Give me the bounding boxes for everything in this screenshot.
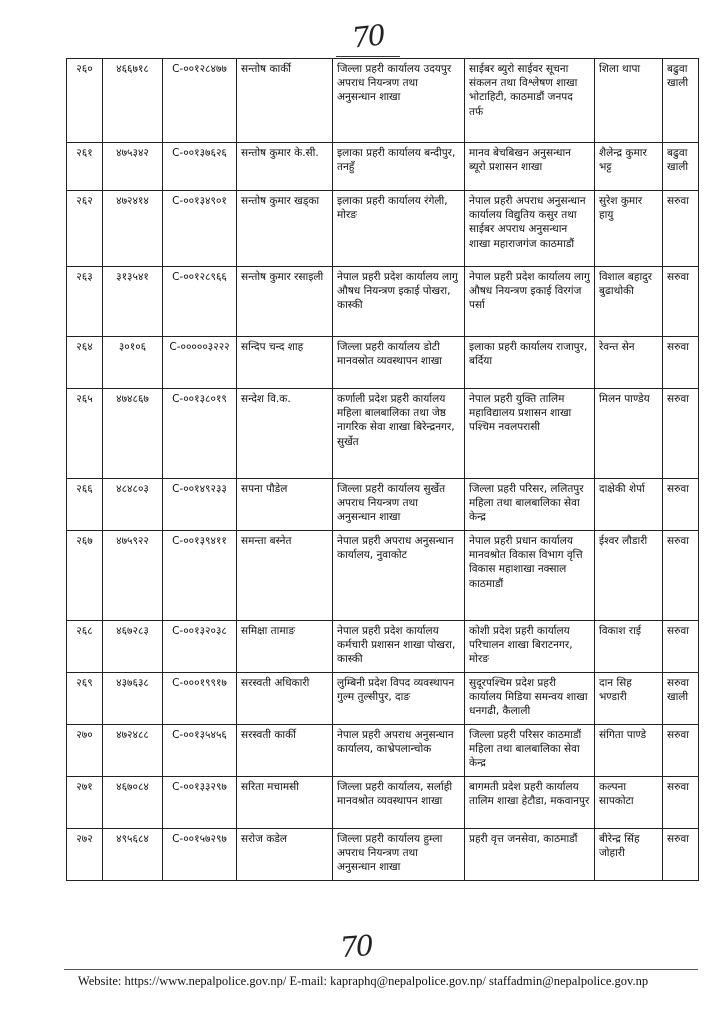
cell-from: नेपाल प्रहरी प्रदेश कार्यालय कर्मचारी प्रशासन शाखा पोखरा, कास्की bbox=[333, 621, 465, 673]
cell-name: सन्तोष कुमार के.सी. bbox=[237, 143, 333, 191]
cell-id: ४९५६८४ bbox=[103, 829, 163, 881]
cell-code: C-०००१९९१७ bbox=[163, 673, 237, 725]
cell-code: C-००१३५४५६ bbox=[163, 725, 237, 777]
cell-status: सरुवा bbox=[663, 389, 699, 479]
cell-name: समिक्षा तामाङ bbox=[237, 621, 333, 673]
cell-from: जिल्ला प्रहरी कार्यालय, सर्लाही मानवश्रोत व्यवस्थापन शाखा bbox=[333, 777, 465, 829]
cell-recommender: शिला थापा bbox=[595, 59, 663, 143]
cell-name: सरस्वती कार्की bbox=[237, 725, 333, 777]
cell-name: सरस्वती अधिकारी bbox=[237, 673, 333, 725]
cell-to: नेपाल प्रहरी प्रदेश कार्यालय लागु औषध नियन्त्रण इकाई विरगंज पर्सा bbox=[465, 267, 595, 337]
table-row bbox=[67, 725, 699, 777]
cell-to: जिल्ला प्रहरी परिसर, ललितपुर महिला तथा बालबालिका सेवा केन्द्र bbox=[465, 479, 595, 531]
cell-id: ३०१०६ bbox=[103, 337, 163, 389]
cell-from: जिल्ला प्रहरी कार्यालय उदयपुर अपराध नियन्त्रण तथा अनुसन्धान शाखा bbox=[333, 59, 465, 143]
cell-from: लुम्बिनी प्रदेश विपद व्यवस्थापन गुल्म तुल्सीपुर, दाङ bbox=[333, 673, 465, 725]
cell-name: सन्देश वि.क. bbox=[237, 389, 333, 479]
cell-recommender: दान सिह भण्डारी bbox=[595, 673, 663, 725]
cell-sn: २६४ bbox=[67, 337, 103, 389]
cell-from: इलाका प्रहरी कार्यालय बन्दीपुर, तनहुँ bbox=[333, 143, 465, 191]
cell-recommender: विशाल बहादुर बुढाथोकी bbox=[595, 267, 663, 337]
cell-id: ३१३५४१ bbox=[103, 267, 163, 337]
cell-recommender: बीरेन्द्र सिंह जोहारी bbox=[595, 829, 663, 881]
cell-code: C-००१३९४११ bbox=[163, 531, 237, 621]
signature-top: 70 bbox=[350, 18, 386, 55]
cell-recommender: दाक्षेकी शेर्पा bbox=[595, 479, 663, 531]
cell-from: जिल्ला प्रहरी कार्यालय सुर्खेत अपराध नियन्त्रण तथा अनुसन्धान शाखा bbox=[333, 479, 465, 531]
cell-id: ४६७२८३ bbox=[103, 621, 163, 673]
cell-recommender: रेवन्त सेन bbox=[595, 337, 663, 389]
cell-code: C-००१३८०१९ bbox=[163, 389, 237, 479]
cell-recommender: ईश्वर लौडारी bbox=[595, 531, 663, 621]
cell-code: C-००१३७६२६ bbox=[163, 143, 237, 191]
cell-sn: २६८ bbox=[67, 621, 103, 673]
cell-name: सरिता मचामसी bbox=[237, 777, 333, 829]
cell-recommender: कल्पना सापकोटा bbox=[595, 777, 663, 829]
cell-from: नेपाल प्रहरी प्रदेश कार्यालय लागु औषध नियन्त्रण इकाई पोखरा, कास्की bbox=[333, 267, 465, 337]
cell-code: C-००१३४९०१ bbox=[163, 191, 237, 267]
cell-recommender: सुरेश कुमार हायु bbox=[595, 191, 663, 267]
cell-recommender: विकाश राई bbox=[595, 621, 663, 673]
cell-recommender: संगिता पाण्डे bbox=[595, 725, 663, 777]
cell-id: ४७२४१४ bbox=[103, 191, 163, 267]
cell-sn: २६२ bbox=[67, 191, 103, 267]
table-row bbox=[67, 829, 699, 881]
transfer-roster-table bbox=[66, 58, 699, 881]
footer-divider bbox=[64, 969, 698, 970]
cell-status: बढुवा खाली bbox=[663, 143, 699, 191]
cell-name: सन्तोष कुमार खड्का bbox=[237, 191, 333, 267]
cell-id: ४६६७१८ bbox=[103, 59, 163, 143]
cell-status: सरुवा bbox=[663, 829, 699, 881]
cell-status: सरुवा bbox=[663, 777, 699, 829]
table-row bbox=[67, 59, 699, 143]
cell-sn: २६० bbox=[67, 59, 103, 143]
cell-to: कोशी प्रदेश प्रहरी कार्यालय परिचालन शाखा बिराटनगर, मोरङ bbox=[465, 621, 595, 673]
table-row bbox=[67, 191, 699, 267]
cell-status: सरुवा bbox=[663, 531, 699, 621]
cell-to: मानव बेचबिखन अनुसन्धान ब्यूरो प्रशासन शाखा bbox=[465, 143, 595, 191]
cell-to: जिल्ला प्रहरी परिसर काठमाडौं महिला तथा बालबालिका सेवा केन्द्र bbox=[465, 725, 595, 777]
cell-name: सन्दिप चन्द शाह bbox=[237, 337, 333, 389]
cell-code: C-००१५७२९७ bbox=[163, 829, 237, 881]
table-row bbox=[67, 531, 699, 621]
cell-status: सरुवा bbox=[663, 337, 699, 389]
signature-top-underline bbox=[336, 56, 400, 57]
cell-code: C-०००००३२२२ bbox=[163, 337, 237, 389]
cell-name: सन्तोष कार्की bbox=[237, 59, 333, 143]
table-row bbox=[67, 621, 699, 673]
table-row bbox=[67, 337, 699, 389]
cell-status: बढुवा खाली bbox=[663, 59, 699, 143]
cell-name: समन्ता बस्नेत bbox=[237, 531, 333, 621]
cell-sn: २७० bbox=[67, 725, 103, 777]
cell-from: इलाका प्रहरी कार्यालय रंगेली, मोरङ bbox=[333, 191, 465, 267]
cell-status: सरुवा bbox=[663, 621, 699, 673]
table-row bbox=[67, 389, 699, 479]
cell-sn: २७२ bbox=[67, 829, 103, 881]
cell-to: इलाका प्रहरी कार्यालय राजापुर, बर्दिया bbox=[465, 337, 595, 389]
cell-id: ४७५३४२ bbox=[103, 143, 163, 191]
cell-recommender: शैलेन्द्र कुमार भट्ट bbox=[595, 143, 663, 191]
cell-sn: २७१ bbox=[67, 777, 103, 829]
signature-bottom: 70 bbox=[338, 928, 373, 965]
cell-code: C-००१४९२३३ bbox=[163, 479, 237, 531]
cell-id: ४७४८६७ bbox=[103, 389, 163, 479]
cell-to: नेपाल प्रहरी प्रधान कार्यालय मानवश्रोत विकास विभाग वृत्ति विकास महाशाखा नक्साल काठमाडौं bbox=[465, 531, 595, 621]
footer-contact: Website: https://www.nepalpolice.gov.np/ E-mail: kapraphq@nepalpolice.gov.np/ staffadmin@nepalpolice.gov.np bbox=[77, 974, 649, 988]
cell-id: ४७५९२२ bbox=[103, 531, 163, 621]
cell-sn: २६७ bbox=[67, 531, 103, 621]
cell-code: C-००१३३२९७ bbox=[163, 777, 237, 829]
cell-from: जिल्ला प्रहरी कार्यालय हुम्ला अपराध नियन्त्रण तथा अनुसन्धान शाखा bbox=[333, 829, 465, 881]
cell-name: सन्तोष कुमार रसाइली bbox=[237, 267, 333, 337]
cell-status: सरुवा खाली bbox=[663, 673, 699, 725]
table-row bbox=[67, 673, 699, 725]
cell-code: C-००१२८९६६ bbox=[163, 267, 237, 337]
cell-sn: २६५ bbox=[67, 389, 103, 479]
cell-from: नेपाल प्रहरी अपराध अनुसन्धान कार्यालय, नुवाकोट bbox=[333, 531, 465, 621]
cell-code: C-००१३२०३८ bbox=[163, 621, 237, 673]
cell-status: सरुवा bbox=[663, 479, 699, 531]
cell-from: जिल्ला प्रहरी कार्यालय डोटी मानवस्रोत व्यवस्थापन शाखा bbox=[333, 337, 465, 389]
cell-from: नेपाल प्रहरी अपराध अनुसन्धान कार्यालय, काभ्रेपलान्चोक bbox=[333, 725, 465, 777]
cell-status: सरुवा bbox=[663, 267, 699, 337]
cell-status: सरुवा bbox=[663, 725, 699, 777]
cell-id: ४३७६३८ bbox=[103, 673, 163, 725]
cell-from: कर्णाली प्रदेश प्रहरी कार्यालय महिला बालबालिका तथा जेष्ठ नागरिक सेवा शाखा बिरेन्द्रनगर, सुर्खेत bbox=[333, 389, 465, 479]
roster-body bbox=[67, 59, 699, 881]
cell-to: साईबर ब्युरो साईवर सूचना संकलन तथा विश्लेषण शाखा भोटाहिटी, काठमाडौं जनपद तर्फ bbox=[465, 59, 595, 143]
cell-to: प्रहरी वृत्त जनसेवा, काठमाडौं bbox=[465, 829, 595, 881]
cell-id: ४७२४८८ bbox=[103, 725, 163, 777]
cell-to: सुदूरपश्चिम प्रदेश प्रहरी कार्यालय मिडिया समन्वय शाखा धनगढी, कैलाली bbox=[465, 673, 595, 725]
cell-id: ४८४८०३ bbox=[103, 479, 163, 531]
cell-name: सपना पौडेल bbox=[237, 479, 333, 531]
table-row bbox=[67, 479, 699, 531]
cell-to: नेपाल प्रहरी अपराध अनुसन्धान कार्यालय विद्युतिय कसुर तथा साईबर अपराध अनुसन्धान शाखा महाराजगंज काठमाडौं bbox=[465, 191, 595, 267]
cell-recommender: मिलन पाण्डेय bbox=[595, 389, 663, 479]
cell-to: बागमती प्रदेश प्रहरी कार्यालय तालिम शाखा हेटौडा, मकवानपुर bbox=[465, 777, 595, 829]
cell-sn: २६३ bbox=[67, 267, 103, 337]
table-row bbox=[67, 777, 699, 829]
cell-status: सरुवा bbox=[663, 191, 699, 267]
cell-sn: २६१ bbox=[67, 143, 103, 191]
cell-id: ४६७०८४ bbox=[103, 777, 163, 829]
cell-name: सरोज कडेल bbox=[237, 829, 333, 881]
table-row bbox=[67, 267, 699, 337]
cell-sn: २६९ bbox=[67, 673, 103, 725]
table-row bbox=[67, 143, 699, 191]
cell-to: नेपाल प्रहरी युक्ति तालिम महाविद्यालय प्रशासन शाखा पश्चिम नवलपरासी bbox=[465, 389, 595, 479]
cell-sn: २६६ bbox=[67, 479, 103, 531]
cell-code: C-००१२८४७७ bbox=[163, 59, 237, 143]
